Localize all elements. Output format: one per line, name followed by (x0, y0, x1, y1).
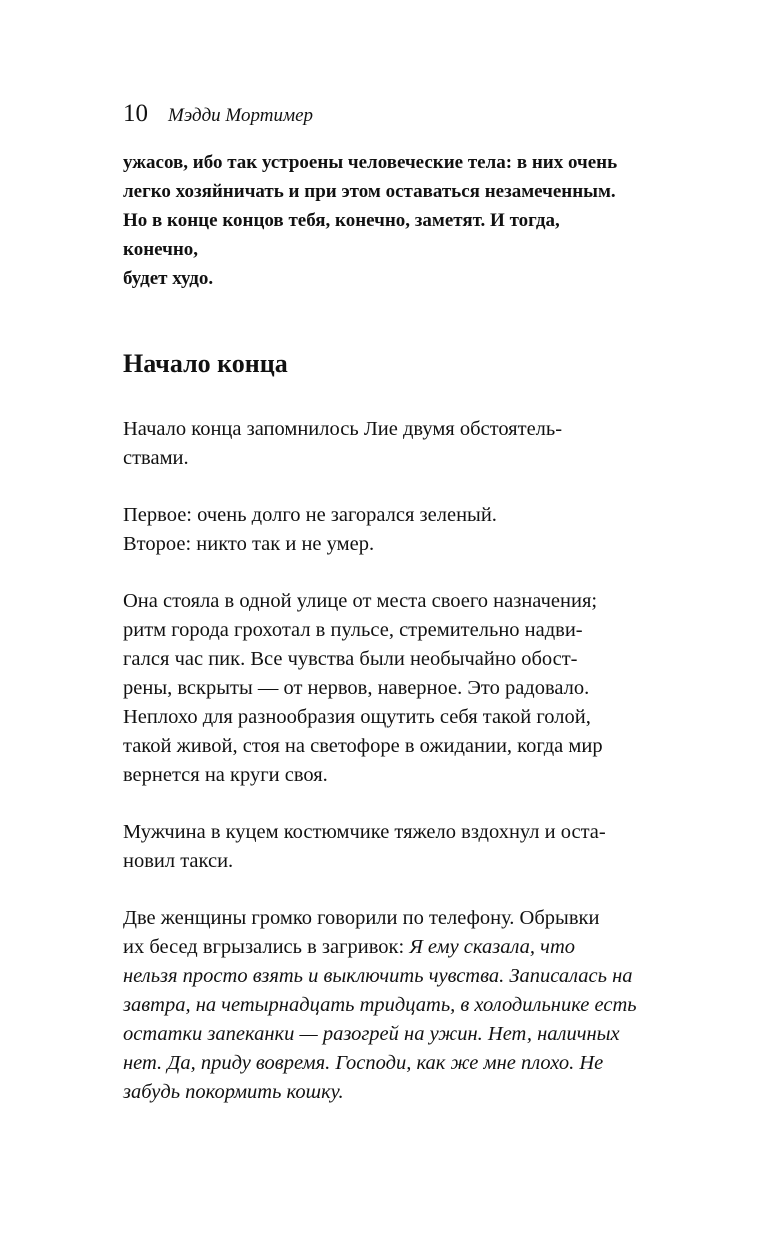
paragraph (123, 587, 693, 790)
intro-line: конечно, (123, 239, 199, 260)
book-page (123, 100, 693, 1107)
intro-paragraph (123, 148, 693, 293)
page-number: 10 (123, 100, 148, 127)
text-line: Две женщины громко говорили по телефону. Обрывки (123, 907, 600, 929)
intro-line: Но в конце концов тебя, конечно, заметят. И тогда, (123, 210, 560, 231)
intro-line: легко хозяйничать и при этом оставаться незамеченным. (123, 181, 616, 202)
author-name: Мэдди Мортимер (168, 105, 314, 126)
text-line: Второе: никто так и не умер. (123, 533, 375, 555)
italic-line: завтра, на четырнадцать тридцать, в холодильнике есть (123, 994, 637, 1016)
intro-line: ужасов, ибо так устроены человеческие тела: в них очень (123, 152, 618, 173)
text-line: такой живой, стоя на светофоре в ожидании, когда мир (123, 735, 603, 757)
text-line: новил такси. (123, 850, 234, 872)
paragraph (123, 415, 693, 473)
text-line: вернется на круги своя. (123, 764, 328, 786)
italic-line: забудь покормить кошку. (123, 1081, 344, 1103)
running-head (123, 100, 693, 130)
italic-line: нельзя просто взять и выключить чувства. Записалась на (123, 965, 633, 987)
paragraph-with-quote (123, 904, 693, 1107)
intro-line: будет худо. (123, 268, 214, 289)
text-line: Она стояла в одной улице от места своего назначения; (123, 590, 598, 612)
text-line: ритм города грохотал в пульсе, стремительно надви- (123, 619, 583, 641)
paragraph (123, 501, 693, 559)
text-line: ствами. (123, 447, 189, 469)
text-line: Неплохо для разнообразия ощутить себя такой голой, (123, 706, 591, 728)
text-line: Первое: очень долго не загорался зеленый. (123, 504, 497, 526)
italic-text: Я ему сказала, что (409, 936, 576, 958)
chapter-title: Начало конца (123, 349, 288, 378)
text-line: гался час пик. Все чувства были необычайно обост- (123, 648, 578, 670)
text-line (123, 933, 693, 962)
paragraph (123, 818, 693, 876)
text-line: Начало конца запомнилось Лие двумя обстоятель- (123, 418, 563, 440)
italic-line: нет. Да, приду вовремя. Господи, как же мне плохо. Не (123, 1052, 604, 1074)
italic-line: остатки запеканки — разогрей на ужин. Нет, наличных (123, 1023, 620, 1045)
text-line: рены, вскрыты — от нервов, наверное. Это радовало. (123, 677, 590, 699)
plain-text: их бесед вгрызались в загривок: (123, 936, 410, 958)
text-line: Мужчина в куцем костюмчике тяжело вздохнул и оста- (123, 821, 606, 843)
